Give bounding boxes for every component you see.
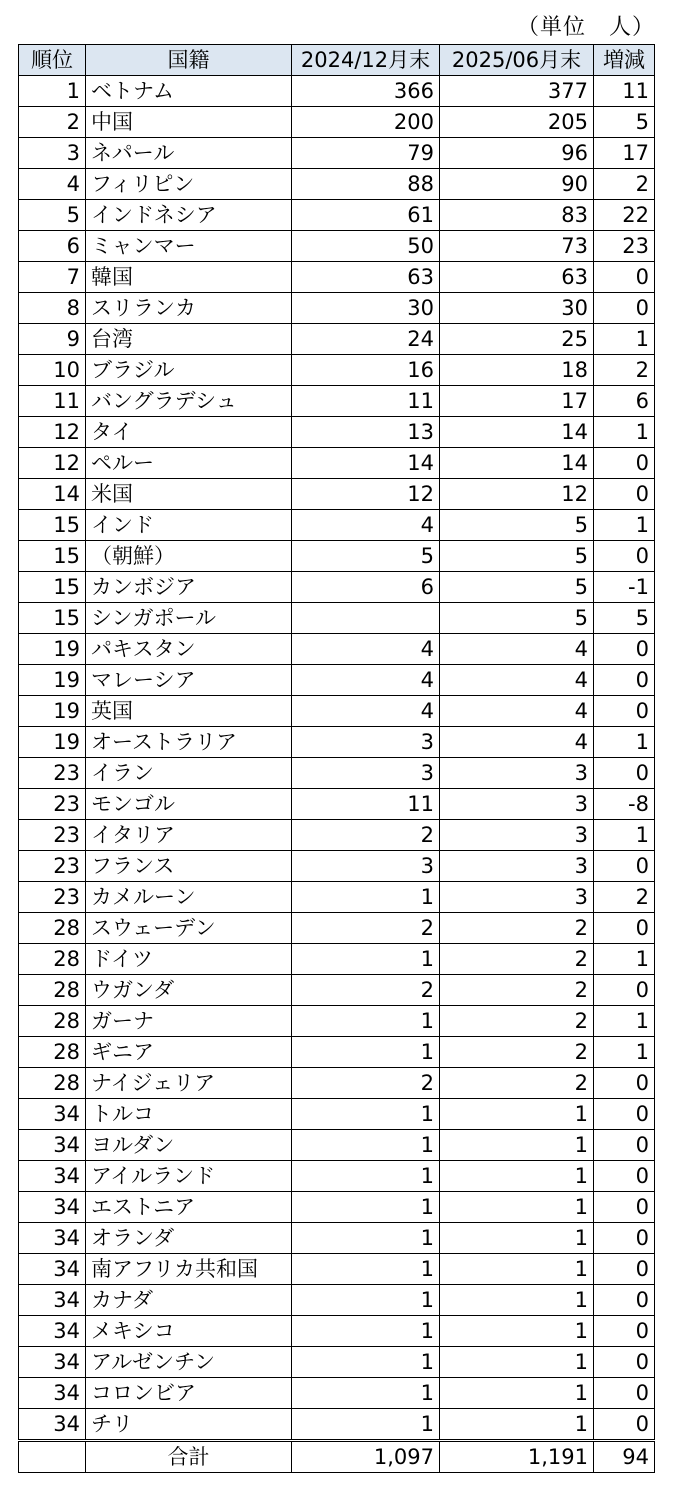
dec2024-cell: 1 [292,1161,440,1192]
change-cell: 0 [594,1409,655,1441]
nationality-cell: エストニア [86,1192,292,1223]
dec2024-cell: 4 [292,696,440,727]
dec2024-cell: 1 [292,882,440,913]
change-cell: 1 [594,1006,655,1037]
jun2025-cell: 18 [440,355,594,386]
table-row [19,1037,655,1068]
rank-cell: 15 [19,572,86,603]
dec2024-cell: 88 [292,169,440,200]
change-cell: 1 [594,727,655,758]
rank-cell: 19 [19,696,86,727]
rank-cell: 34 [19,1285,86,1316]
rank-cell: 28 [19,1037,86,1068]
dec2024-cell: 1 [292,1099,440,1130]
jun2025-cell: 63 [440,262,594,293]
dec2024-cell: 24 [292,324,440,355]
jun2025-cell: 3 [440,758,594,789]
jun2025-cell: 5 [440,541,594,572]
rank-cell: 28 [19,944,86,975]
table-row [19,107,655,138]
table-row [19,665,655,696]
change-cell: 0 [594,851,655,882]
change-cell: -8 [594,789,655,820]
rank-cell: 7 [19,262,86,293]
table-row [19,1130,655,1161]
dec2024-cell: 2 [292,975,440,1006]
change-cell: 0 [594,448,655,479]
rank-cell: 11 [19,386,86,417]
total-dec2024: 1,097 [292,1441,440,1473]
table-body [19,76,655,1441]
jun2025-cell: 1 [440,1130,594,1161]
nationality-table [18,44,655,1473]
dec2024-cell: 1 [292,1378,440,1409]
rank-cell: 34 [19,1316,86,1347]
change-cell: 0 [594,975,655,1006]
nationality-cell: ミャンマー [86,231,292,262]
table-row [19,1285,655,1316]
dec2024-cell: 11 [292,789,440,820]
jun2025-cell: 1 [440,1285,594,1316]
rank-cell: 14 [19,479,86,510]
table-row [19,1254,655,1285]
dec2024-cell: 30 [292,293,440,324]
rank-cell: 15 [19,603,86,634]
jun2025-cell: 2 [440,913,594,944]
nationality-cell: 南アフリカ共和国 [86,1254,292,1285]
nationality-cell: パキスタン [86,634,292,665]
jun2025-cell: 2 [440,975,594,1006]
jun2025-cell: 3 [440,789,594,820]
rank-cell: 12 [19,448,86,479]
nationality-cell: ヨルダン [86,1130,292,1161]
change-cell: 0 [594,1285,655,1316]
dec2024-cell: 61 [292,200,440,231]
nationality-cell: 中国 [86,107,292,138]
nationality-cell: フィリピン [86,169,292,200]
jun2025-cell: 14 [440,448,594,479]
jun2025-cell: 2 [440,944,594,975]
dec2024-cell: 1 [292,1316,440,1347]
dec2024-cell: 1 [292,1347,440,1378]
total-jun2025: 1,191 [440,1441,594,1473]
jun2025-cell: 1 [440,1099,594,1130]
jun2025-cell: 5 [440,572,594,603]
table-row [19,510,655,541]
jun2025-cell: 1 [440,1409,594,1441]
jun2025-cell: 2 [440,1068,594,1099]
rank-cell: 34 [19,1254,86,1285]
total-change: 94 [594,1441,655,1473]
rank-cell: 4 [19,169,86,200]
rank-cell: 28 [19,1006,86,1037]
jun2025-cell: 4 [440,696,594,727]
jun2025-cell: 3 [440,820,594,851]
change-cell: 0 [594,913,655,944]
dec2024-cell: 200 [292,107,440,138]
table-row [19,1192,655,1223]
nationality-cell: ガーナ [86,1006,292,1037]
rank-cell: 19 [19,634,86,665]
dec2024-cell: 2 [292,820,440,851]
change-cell: -1 [594,572,655,603]
table-row [19,541,655,572]
change-cell: 0 [594,1161,655,1192]
nationality-cell: ブラジル [86,355,292,386]
header-row [19,45,655,76]
table-row [19,603,655,634]
change-cell: 1 [594,1037,655,1068]
dec2024-cell: 1 [292,1130,440,1161]
rank-cell: 34 [19,1378,86,1409]
table-row [19,1378,655,1409]
dec2024-cell: 2 [292,913,440,944]
change-cell: 0 [594,1068,655,1099]
jun2025-cell: 2 [440,1037,594,1068]
change-cell: 0 [594,1099,655,1130]
jun2025-cell: 3 [440,851,594,882]
nationality-cell: カンボジア [86,572,292,603]
table-row [19,76,655,107]
table-row [19,479,655,510]
change-cell: 0 [594,1254,655,1285]
table-row [19,913,655,944]
dec2024-cell: 1 [292,1285,440,1316]
nationality-cell: バングラデシュ [86,386,292,417]
rank-cell: 19 [19,727,86,758]
rank-cell: 9 [19,324,86,355]
dec2024-cell: 3 [292,851,440,882]
jun2025-cell: 4 [440,634,594,665]
change-cell: 1 [594,944,655,975]
table-row [19,758,655,789]
header-dec2024: 2024/12月末 [292,45,440,76]
nationality-cell: ベトナム [86,76,292,107]
rank-cell: 8 [19,293,86,324]
dec2024-cell: 50 [292,231,440,262]
nationality-cell: インド [86,510,292,541]
jun2025-cell: 5 [440,603,594,634]
table-row [19,417,655,448]
dec2024-cell: 366 [292,76,440,107]
nationality-cell: タイ [86,417,292,448]
nationality-cell: マレーシア [86,665,292,696]
change-cell: 2 [594,882,655,913]
table-row [19,386,655,417]
jun2025-cell: 3 [440,882,594,913]
table-row [19,696,655,727]
jun2025-cell: 90 [440,169,594,200]
change-cell: 0 [594,293,655,324]
total-row [19,1441,655,1473]
jun2025-cell: 377 [440,76,594,107]
change-cell: 5 [594,107,655,138]
jun2025-cell: 1 [440,1254,594,1285]
dec2024-cell: 4 [292,634,440,665]
change-cell: 0 [594,696,655,727]
table-row [19,1409,655,1441]
change-cell: 11 [594,76,655,107]
dec2024-cell: 1 [292,1192,440,1223]
table-row [19,138,655,169]
dec2024-cell: 2 [292,1068,440,1099]
change-cell: 22 [594,200,655,231]
rank-cell: 5 [19,200,86,231]
change-cell: 1 [594,324,655,355]
jun2025-cell: 1 [440,1347,594,1378]
nationality-cell: （朝鮮） [86,541,292,572]
nationality-cell: カメルーン [86,882,292,913]
nationality-cell: オーストラリア [86,727,292,758]
rank-cell: 34 [19,1161,86,1192]
jun2025-cell: 1 [440,1378,594,1409]
rank-cell: 23 [19,758,86,789]
rank-cell: 34 [19,1223,86,1254]
rank-cell: 28 [19,913,86,944]
dec2024-cell: 1 [292,1037,440,1068]
change-cell: 0 [594,758,655,789]
change-cell: 0 [594,1192,655,1223]
total-label: 合計 [86,1441,292,1473]
jun2025-cell: 96 [440,138,594,169]
jun2025-cell: 1 [440,1223,594,1254]
jun2025-cell: 30 [440,293,594,324]
nationality-cell: フランス [86,851,292,882]
nationality-cell: スウェーデン [86,913,292,944]
nationality-cell: モンゴル [86,789,292,820]
nationality-cell: イタリア [86,820,292,851]
nationality-cell: スリランカ [86,293,292,324]
change-cell: 2 [594,355,655,386]
nationality-cell: メキシコ [86,1316,292,1347]
dec2024-cell: 1 [292,944,440,975]
table-row [19,1068,655,1099]
table-row [19,200,655,231]
rank-cell: 34 [19,1192,86,1223]
change-cell: 0 [594,1347,655,1378]
table-row [19,727,655,758]
change-cell: 1 [594,510,655,541]
change-cell: 0 [594,1316,655,1347]
jun2025-cell: 12 [440,479,594,510]
dec2024-cell: 4 [292,510,440,541]
rank-cell: 34 [19,1099,86,1130]
table-row [19,1316,655,1347]
table-row [19,262,655,293]
jun2025-cell: 83 [440,200,594,231]
table-row [19,448,655,479]
table-row [19,634,655,665]
rank-cell: 23 [19,789,86,820]
nationality-cell: オランダ [86,1223,292,1254]
jun2025-cell: 1 [440,1161,594,1192]
jun2025-cell: 2 [440,1006,594,1037]
nationality-cell: インドネシア [86,200,292,231]
rank-cell: 3 [19,138,86,169]
dec2024-cell: 5 [292,541,440,572]
nationality-cell: 台湾 [86,324,292,355]
dec2024-cell: 3 [292,727,440,758]
dec2024-cell: 1 [292,1223,440,1254]
dec2024-cell: 79 [292,138,440,169]
jun2025-cell: 1 [440,1192,594,1223]
nationality-cell: アイルランド [86,1161,292,1192]
nationality-cell: ギニア [86,1037,292,1068]
rank-cell: 34 [19,1347,86,1378]
change-cell: 0 [594,634,655,665]
dec2024-cell: 1 [292,1006,440,1037]
table-row [19,1161,655,1192]
table-row [19,231,655,262]
jun2025-cell: 4 [440,665,594,696]
change-cell: 0 [594,1130,655,1161]
rank-cell: 2 [19,107,86,138]
rank-cell: 15 [19,541,86,572]
jun2025-cell: 205 [440,107,594,138]
nationality-cell: 英国 [86,696,292,727]
table-row [19,1099,655,1130]
change-cell: 0 [594,262,655,293]
header-rank: 順位 [19,45,86,76]
table-row [19,572,655,603]
nationality-cell: ナイジェリア [86,1068,292,1099]
change-cell: 5 [594,603,655,634]
unit-label: （単位 人） [516,15,655,40]
rank-cell: 34 [19,1130,86,1161]
table-row [19,882,655,913]
jun2025-cell: 25 [440,324,594,355]
table-row [19,944,655,975]
jun2025-cell: 14 [440,417,594,448]
nationality-cell: チリ [86,1409,292,1441]
rank-cell: 19 [19,665,86,696]
change-cell: 2 [594,169,655,200]
table-row [19,789,655,820]
dec2024-cell: 12 [292,479,440,510]
nationality-cell: ウガンダ [86,975,292,1006]
change-cell: 23 [594,231,655,262]
table-row [19,293,655,324]
table-row [19,975,655,1006]
dec2024-cell: 13 [292,417,440,448]
dec2024-cell: 3 [292,758,440,789]
dec2024-cell: 11 [292,386,440,417]
dec2024-cell [292,603,440,634]
header-nationality: 国籍 [86,45,292,76]
dec2024-cell: 6 [292,572,440,603]
change-cell: 6 [594,386,655,417]
dec2024-cell: 14 [292,448,440,479]
jun2025-cell: 5 [440,510,594,541]
nationality-cell: カナダ [86,1285,292,1316]
change-cell: 1 [594,417,655,448]
table-row [19,169,655,200]
rank-cell: 23 [19,882,86,913]
change-cell: 1 [594,820,655,851]
change-cell: 17 [594,138,655,169]
change-cell: 0 [594,479,655,510]
rank-cell: 23 [19,851,86,882]
dec2024-cell: 1 [292,1409,440,1441]
nationality-cell: トルコ [86,1099,292,1130]
header-jun2025: 2025/06月末 [440,45,594,76]
change-cell: 0 [594,1378,655,1409]
total-rank-cell [19,1441,86,1473]
rank-cell: 28 [19,1068,86,1099]
change-cell: 0 [594,1223,655,1254]
dec2024-cell: 63 [292,262,440,293]
dec2024-cell: 4 [292,665,440,696]
change-cell: 0 [594,541,655,572]
jun2025-cell: 4 [440,727,594,758]
table-row [19,355,655,386]
jun2025-cell: 17 [440,386,594,417]
nationality-cell: ドイツ [86,944,292,975]
rank-cell: 28 [19,975,86,1006]
nationality-cell: アルゼンチン [86,1347,292,1378]
nationality-cell: 韓国 [86,262,292,293]
rank-cell: 34 [19,1409,86,1441]
table-row [19,1223,655,1254]
jun2025-cell: 73 [440,231,594,262]
header-change: 増減 [594,45,655,76]
rank-cell: 23 [19,820,86,851]
table-row [19,1006,655,1037]
table-row [19,324,655,355]
nationality-cell: コロンビア [86,1378,292,1409]
rank-cell: 12 [19,417,86,448]
change-cell: 0 [594,665,655,696]
nationality-cell: ネパール [86,138,292,169]
nationality-cell: シンガポール [86,603,292,634]
dec2024-cell: 16 [292,355,440,386]
table-row [19,1347,655,1378]
nationality-cell: 米国 [86,479,292,510]
nationality-cell: イラン [86,758,292,789]
jun2025-cell: 1 [440,1316,594,1347]
nationality-cell: ペルー [86,448,292,479]
rank-cell: 6 [19,231,86,262]
dec2024-cell: 1 [292,1254,440,1285]
table-row [19,820,655,851]
rank-cell: 10 [19,355,86,386]
rank-cell: 1 [19,76,86,107]
rank-cell: 15 [19,510,86,541]
table-row [19,851,655,882]
